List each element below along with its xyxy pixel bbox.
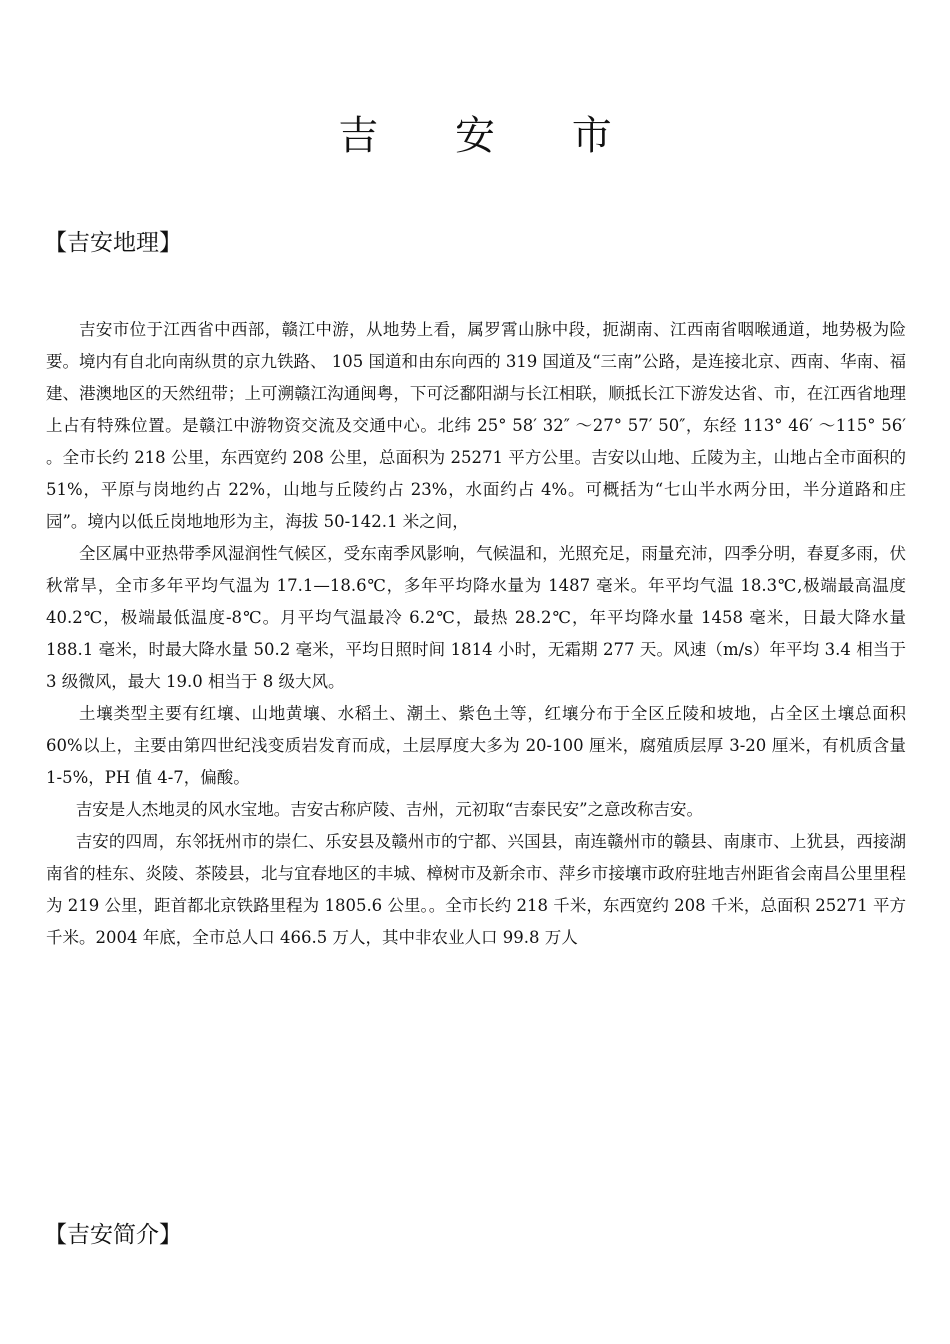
paragraph-borders: 吉安的四周，东邻抚州市的崇仁、乐安县及赣州市的宁都、兴国县，南连赣州市的赣县、南康市、上犹县，西接湖南省的桂东、炎陵、茶陵县，北与宜春地区的丰城、樟树市及新余市、萍乡市接壤市政府驻地吉州距省会南昌公里里程为 219 公里，距首都北京铁路里程为 1805.6 公里。。全市长约 218 千米，东西宽约 208 千米，总面积 25271 平方千米。2004 年底，全市总人口 466.5 万人，其中非农业人口 99.8 万人 <box>46 832 906 947</box>
paragraph-location: 吉安市位于江西省中西部，赣江中游，从地势上看，属罗霄山脉中段，扼湖南、江西南省咽喉通道，地势极为险要。境内有自北向南纵贯的京九铁路、 105 国道和由东向西的 319 国道及“三南”公路，是连接北京、西南、华南、福建、港澳地区的天然纽带；上可溯赣江沟通闽粤，下可泛鄱阳湖与长江相联，顺抵长江下游发达省、市，在江西省地理上占有特殊位置。是赣江中游物资交流及交通中心。北纬 25° 58′ 32″ ～27° 57′ 50″，东经 113° 46′ ～115° 56′ 。全市长约 218 公里，东西宽约 208 公里，总面积为 25271 平方公里。吉安以山地、丘陵为主，山地占全市面积的 51%，平原与岗地约占 22%，山地与丘陵约占 23%，水面约占 4%。可概括为“七山半水两分田，半分道路和庄园”。境内以低丘岗地地形为主，海拔 50-142.1 米之间， <box>46 320 906 531</box>
paragraph-climate: 全区属中亚热带季风湿润性气候区，受东南季风影响，气候温和，光照充足，雨量充沛，四季分明，春夏多雨，伏秋常旱，全市多年平均气温为 17.1—18.6℃，多年平均降水量为 1487 毫米。年平均气温 18.3℃,极端最高温度 40.2℃，极端最低温度-8℃。月平均气温最冷 6.2℃，最热 28.2℃，年平均降水量 1458 毫米，日最大降水量 188.1 毫米，时最大降水量 50.2 毫米，平均日照时间 1814 小时，无霜期 277 天。风速（m/s）年平均 3.4 相当于 3 级微风，最大 19.0 相当于 8 级大风。 <box>46 544 906 691</box>
geography-body <box>46 314 906 954</box>
paragraph-soil: 土壤类型主要有红壤、山地黄壤、水稻土、潮土、紫色土等，红壤分布于全区丘陵和坡地，占全区土壤总面积 60%以上，主要由第四世纪浅变质岩发育而成，土层厚度大多为 20-100 厘米，腐殖质层厚 3-20 厘米，有机质含量 1-5%，PH 值 4-7，偏酸。 <box>46 704 906 787</box>
section-heading-geography: 【吉安地理】 <box>44 230 182 256</box>
section-heading-introduction: 【吉安简介】 <box>44 1222 182 1248</box>
paragraph-name-origin: 吉安是人杰地灵的风水宝地。吉安古称庐陵、吉州，元初取“吉泰民安”之意改称吉安。 <box>75 800 704 819</box>
document-title: 吉 安 市 <box>338 113 644 159</box>
